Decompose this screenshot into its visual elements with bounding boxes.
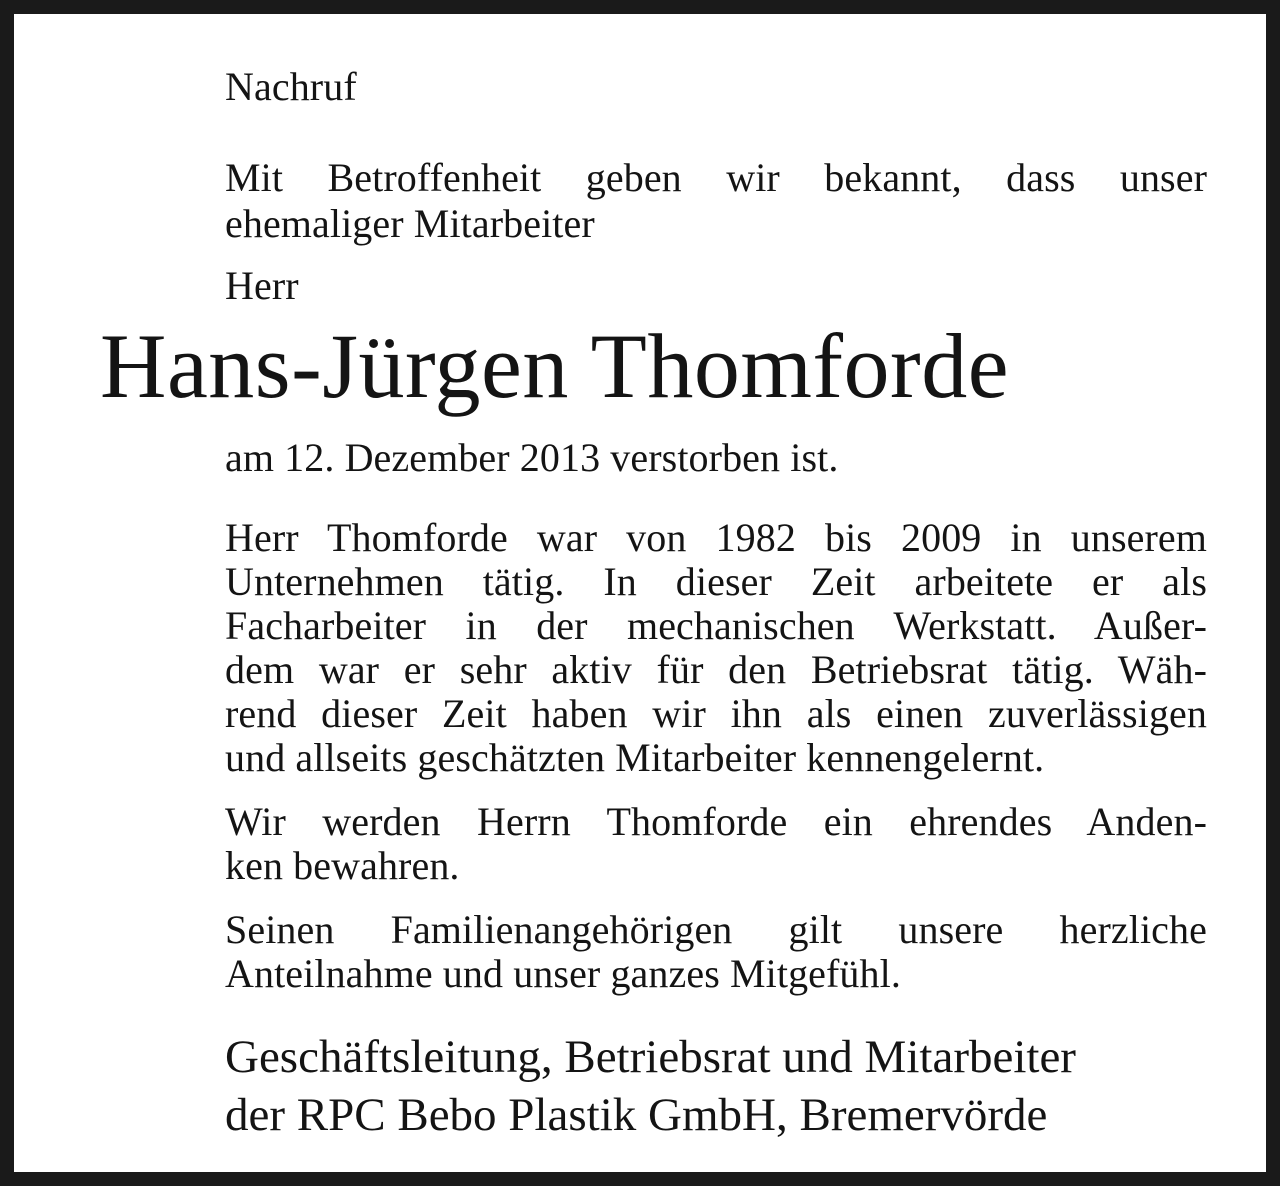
paragraph-line: Unternehmen tätig. In dieser Zeit arbeitete er als bbox=[225, 559, 1207, 604]
paragraph-line: rend dieser Zeit haben wir ihn als einen zuverlässigen bbox=[225, 691, 1207, 736]
paragraph-line: Wir werden Herrn Thomforde ein ehrendes Anden- bbox=[225, 799, 1207, 844]
salutation: Herr bbox=[225, 263, 299, 308]
paragraph-line: Anteilnahme und unser ganzes Mitgefühl. bbox=[225, 951, 901, 996]
paragraph-line: Seinen Familienangehörigen gilt unsere herzliche bbox=[225, 907, 1207, 952]
paragraph-line: und allseits geschätzten Mitarbeiter kennengelernt. bbox=[225, 735, 1045, 780]
notice-heading: Nachruf bbox=[225, 64, 357, 109]
paragraph-line: Herr Thomforde war von 1982 bis 2009 in unserem bbox=[225, 515, 1207, 560]
paragraph-line: dem war er sehr aktiv für den Betriebsrat tätig. Wäh- bbox=[225, 647, 1207, 692]
signature-line: Geschäftsleitung, Betriebsrat und Mitarbeiter bbox=[225, 1031, 1076, 1083]
paragraph-line: Facharbeiter in der mechanischen Werkstatt. Außer- bbox=[225, 603, 1207, 648]
signature-line: der RPC Bebo Plastik GmbH, Bremervörde bbox=[225, 1089, 1048, 1141]
intro-line: Mit Betroffenheit geben wir bekannt, dass unser bbox=[225, 155, 1207, 200]
paragraph-line: ken bewahren. bbox=[225, 843, 460, 888]
intro-line: ehemaliger Mitarbeiter bbox=[225, 201, 595, 246]
death-date-line: am 12. Dezember 2013 verstorben ist. bbox=[225, 435, 839, 480]
deceased-name: Hans-Jürgen Thomforde bbox=[100, 315, 1010, 417]
